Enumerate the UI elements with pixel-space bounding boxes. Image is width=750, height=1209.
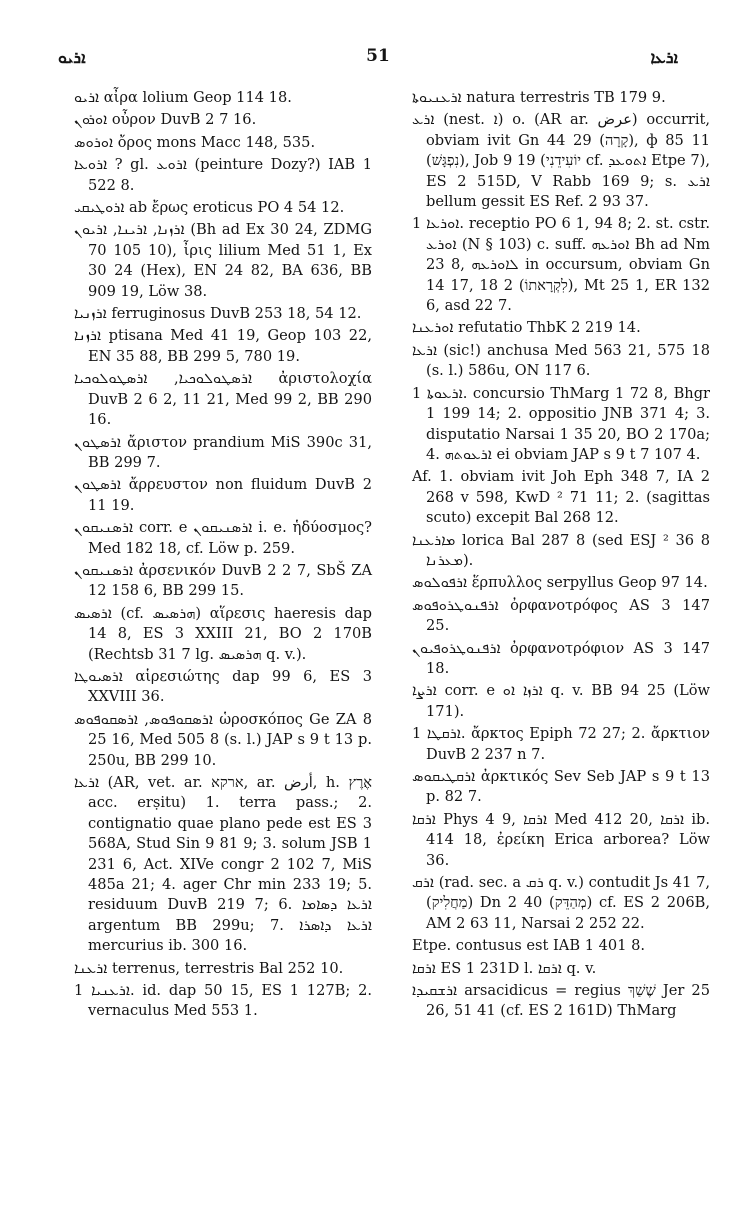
dictionary-entry: ܐܪܥܐ (AR, vet. ar. ארקא, ar. أرض, h. אֶרֶץ acc. erṣitu) 1. terra pass.; 2. contignatio quae plano pede est ES 3 568A, Stud Sin 9 81 9; 3. solum JSB 1 231 6, Act. XIVe congr 2 102 7, MiS 485a 21; 4. ager Chr min 233 19; 5. residuum DuvB 219 7; 6. ܐܪܥܐ ܕܣܐܡܐ argentum BB 299u; 7. ܐܪܥܐ ܕܐܣܪܐ mercurius ib. 300 16. (74, 774, 372, 955)
dictionary-entry: ܐܪܦܘܠܘܣ ἕρπυλλος serpyllus Geop 97 14. (412, 574, 708, 592)
dictionary-entry: ܐܪܥܘܬܐ 1. concursio ThMarg 1 72 8, Bhgr 1 199 14; 2. oppositio JNB 371 4; 3. disputatio Narsai 1 35 20, BO 2 170a; 4. ܐܪܥܘܬܗ ei obviam JAP s 9 t 7 107 4. (412, 384, 711, 463)
dictionary-entry: ܐܪܩܛܝܩܘܣ ἀρκτικός Sev Seb JAP s 9 t 13 p. 82 7. (412, 768, 710, 806)
dictionary-entry: ܐܪܙܢܐ ptisana Med 41 19, Geop 103 22, EN 35 88, BB 299 5, 780 19. (74, 327, 372, 365)
dictionary-entry: ܐܘܪܘܢ οὖρον DuvB 2 7 16. (74, 111, 257, 129)
dictionary-entry: ܐܘܪܥܢܐ refutatio ThbK 2 219 14. (412, 319, 641, 337)
dictionary-entry: ܐܘܪܥܐ 1. receptio PO 6 1, 94 8; 2. st. cstr. ܐܘܪܥ (N § 103) c. suff. ܐܘܪܥܗ Bh ad Nm 23 8, ܠܐܘܪܥܗ in occursum, obviam Gn 14 17, 18 2 (לִקְרָאתוֹ), Mt 25 1, ER 132 6, asd 22 7. (412, 215, 710, 315)
left-column (74, 88, 372, 1024)
dictionary-entry: Af. 1. obviam ivit Joh Eph 348 7, IA 2 268 v 598, KwD ² 71 11; 2. (sagittas scuto) excepit Bal 268 12. (412, 468, 710, 527)
dictionary-entry: ܐܪܥܐ (sic!) anchusa Med 563 21, 575 18 (s. l.) 586u, ON 117 6. (412, 341, 710, 380)
dictionary-entry: ܐܪܣܛܘܢ ἄριστον prandium MiS 390c 31, BB 299 7. (74, 433, 372, 471)
dictionary-entry: ܐܪܣܝܣ (cf. ܗܪܣܝܣ) αἵρεσις haeresis dap 14 8, ES 3 XXIII 21, BO 2 170B (Rechtsb 31 7 lg. ܗܪܣܝܣ q. v.). (74, 604, 372, 663)
dictionary-entry: ܐܪܣܛܘܢ ἄρρευστον non fluidum DuvB 2 11 19. (74, 476, 372, 514)
dictionary-entry: ܐܪܩܐ Phys 4 9, ܐܪܩܐ Med 412 20, ܐܪܩܐ ib. 414 18, ἐρείκη Erica arborea? Löw 36. (412, 810, 711, 869)
dictionary-entry: ܐܪܨܐ corr. e ܐܪܙܐ ܐܘ q. v. BB 94 25 (Löw 171). (412, 682, 710, 720)
dictionary-entry: ܐܪܙܢܐ, ܐܪܝܢܐ, ܐܪܝܘܢ (Bh ad Ex 30 24, ZDMG 70 105 10), ἶρις lilium Med 51 1, Ex 30 24 (Hex), EN 24 82, BA 636, BB 909 19, Löw 38. (74, 221, 372, 300)
dictionary-entry: ܐܪܩ (rad. sec. a ܪܩ q. v.) contudit Js 41 7, (מַחֲלִיק) Dn 2 40 (מְהַדֵּק) cf. ES 2 206B, AM 2 63 11, Narsai 2 252 22. (412, 874, 710, 932)
dictionary-entry: ܐܪܫܩܝܕܐ arsacidicus = regius שֶׁשַׁךְ Jer 25 26, 51 41 (cf. ES 2 161D) ThMarg (412, 982, 710, 1020)
page-header (58, 46, 698, 70)
dictionary-entry: Etpe. contusus est IAB 1 401 8. (412, 937, 646, 955)
dictionary-entry: ܐܪܣܝܘܛܐ αἱρεσιώτης dap 99 6, ES 3 XXVIII 36. (74, 667, 372, 706)
header-right-headword: ܐܪܥܐ (650, 48, 678, 67)
dictionary-entry: ܐܪܦܢܘܛܪܘܦܘܣ ὀρφανοτρόφος AS 3 147 25. (412, 596, 710, 635)
right-column (412, 88, 710, 1024)
dictionary-entry: ܐܪܩܛܐ 1. ἄρκτος Epiph 72 27; 2. ἄρκτιον DuvB 2 237 n 7. (412, 725, 710, 763)
dictionary-entry: ܐܪܝܘ αἶρα lolium Geop 114 18. (74, 89, 292, 106)
dictionary-entry: ܐܘܪܘܣ ὄρος mons Macc 148, 535. (74, 133, 316, 151)
dictionary-entry: ܐܪܥܢܐ terrenus, terrestris Bal 252 10. (74, 959, 344, 977)
page-number: 51 (366, 46, 390, 66)
dictionary-entry: ܐܪܣܢܝܩܘܢ ἀρσενικόν DuvB 2 2 7, SbŠ ZA 12 158 6, BB 299 15. (74, 561, 372, 600)
dictionary-entry: ܡܐܪܥܢܐ lorica Bal 287 8 (sed ESJ ² 36 8 ܡܥܪܢܐ). (412, 531, 710, 569)
dictionary-entry: ܐܪܩܐ ES 1 231D l. ܐܪܩܐ q. v. (412, 959, 597, 977)
dictionary-entry: ܐܪܦܢܘܛܪܘܦܝܘܢ ὀρφανοτρόφιον AS 3 147 18. (412, 639, 710, 677)
dictionary-entry: ܐܪܣܢܝܩܘܢ corr. e ܐܪܣܢܝܩܘܢ i. e. ἡδύοσμος? Med 182 18, cf. Löw p. 259. (74, 519, 372, 557)
header-left-headword: ܐܪܝܘ (58, 48, 86, 67)
dictionary-entry: ܐܪܥܢܝܐ 1. id. dap 50 15, ES 1 127B; 2. vernaculus Med 553 1. (74, 982, 373, 1020)
dictionary-entry: ܐܪܥܢܝܘܬܐ natura terrestris TB 179 9. (412, 89, 666, 106)
dictionary-entry: ܐܪܘܥܐ ? gl. ܐܪܘܥ (peinture Dozy?) IAB 1 522 8. (74, 156, 372, 194)
dictionary-entry: ܐܪܣܩܘܦܘܣ, ܐܪܣܩܘܦܘܣ ὡροσκόπος Ge ZA 8 25 16, Med 505 8 (s. l.) JAP s 9 t 13 p. 250u, BB 299 10. (74, 710, 372, 769)
dictionary-entry: ܐܪܘܛܝܩܝ ab ἔρως eroticus PO 4 54 12. (74, 199, 345, 217)
dictionary-entry: ܐܪܙܢܝܐ ferruginosus DuvB 253 18, 54 12. (74, 305, 362, 323)
dictionary-entry: ܐܪܣܛܘܠܘܟܝܐ, ܐܪܣܛܘܠܘܟܝܐ ἀριστολοχία DuvB 2 6 2, 11 21, Med 99 2, BB 290 16. (74, 370, 372, 429)
dictionary-entry: ܐܪܥ (nest. ܐ) o. (AR ar. عرض) occurrit, obviam ivit Gn 44 29 (קָרָה), ф 85 11 (נִפְגָּשׁ), Job 9 19 (יוֹעִידֵנִי cf. ܐܬܘܥܕ Etpe 7), ES 2 515D, V Rabb 169 9; s. ܐܪܥ bellum gessit ES Ref. 2 93 37. (412, 111, 711, 211)
